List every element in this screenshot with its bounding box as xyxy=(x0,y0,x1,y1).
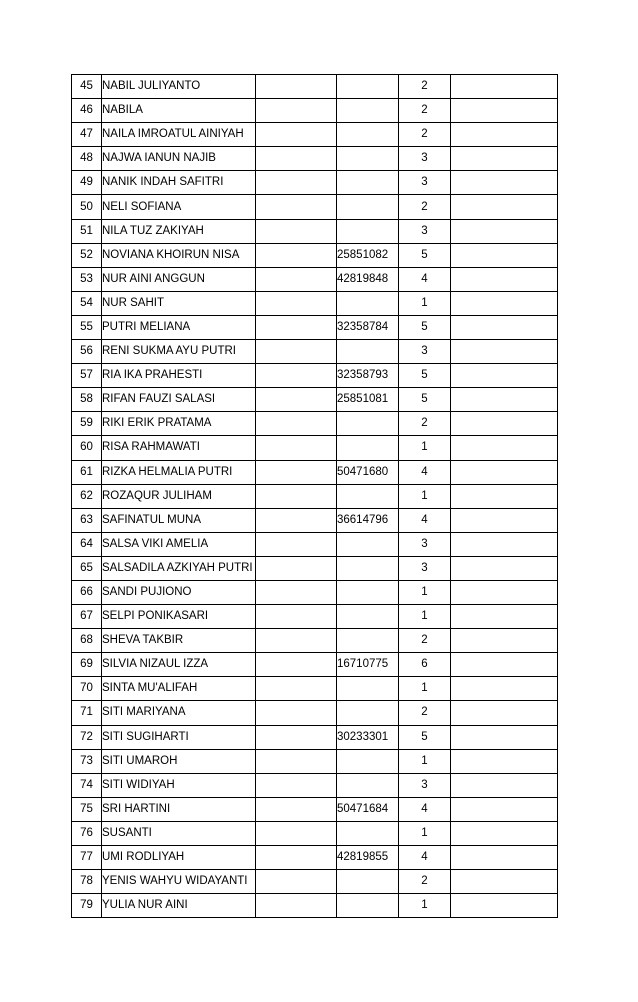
student-name: NILA TUZ ZAKIYAH xyxy=(102,219,256,243)
student-id xyxy=(337,532,399,556)
row-number: 56 xyxy=(72,340,102,364)
blank-cell xyxy=(256,460,337,484)
row-number: 54 xyxy=(72,291,102,315)
student-id: 16710775 xyxy=(337,653,399,677)
student-name: NELI SOFIANA xyxy=(102,195,256,219)
grade-level: 4 xyxy=(399,846,451,870)
blank-cell xyxy=(256,243,337,267)
student-id xyxy=(337,556,399,580)
table-row xyxy=(72,195,558,219)
blank-cell xyxy=(451,243,558,267)
blank-cell xyxy=(256,821,337,845)
row-number: 60 xyxy=(72,436,102,460)
table-row xyxy=(72,629,558,653)
student-id: 30233301 xyxy=(337,725,399,749)
table-row xyxy=(72,556,558,580)
grade-level: 3 xyxy=(399,340,451,364)
table-row xyxy=(72,99,558,123)
grade-level: 5 xyxy=(399,725,451,749)
student-name: NABIL JULIYANTO xyxy=(102,75,256,99)
row-number: 65 xyxy=(72,556,102,580)
student-name: SAFINATUL MUNA xyxy=(102,508,256,532)
table-row xyxy=(72,147,558,171)
student-id: 32358784 xyxy=(337,315,399,339)
grade-level: 5 xyxy=(399,364,451,388)
student-name: RENI SUKMA AYU PUTRI xyxy=(102,340,256,364)
blank-cell xyxy=(256,894,337,918)
student-id xyxy=(337,629,399,653)
blank-cell xyxy=(256,267,337,291)
row-number: 48 xyxy=(72,147,102,171)
table-row xyxy=(72,821,558,845)
student-id xyxy=(337,749,399,773)
grade-level: 5 xyxy=(399,315,451,339)
row-number: 58 xyxy=(72,388,102,412)
blank-cell xyxy=(256,291,337,315)
student-id xyxy=(337,894,399,918)
grade-level: 1 xyxy=(399,580,451,604)
student-name: SRI HARTINI xyxy=(102,797,256,821)
blank-cell xyxy=(256,797,337,821)
row-number: 76 xyxy=(72,821,102,845)
grade-level: 3 xyxy=(399,556,451,580)
row-number: 62 xyxy=(72,484,102,508)
blank-cell xyxy=(451,123,558,147)
row-number: 51 xyxy=(72,219,102,243)
table-row xyxy=(72,701,558,725)
blank-cell xyxy=(451,677,558,701)
table-row xyxy=(72,315,558,339)
row-number: 75 xyxy=(72,797,102,821)
table-row xyxy=(72,243,558,267)
student-id: 42819855 xyxy=(337,846,399,870)
student-id xyxy=(337,436,399,460)
grade-level: 1 xyxy=(399,821,451,845)
blank-cell xyxy=(451,171,558,195)
student-name: YENIS WAHYU WIDAYANTI xyxy=(102,870,256,894)
student-name: RIZKA HELMALIA PUTRI xyxy=(102,460,256,484)
student-id xyxy=(337,99,399,123)
student-id xyxy=(337,171,399,195)
blank-cell xyxy=(256,147,337,171)
grade-level: 4 xyxy=(399,267,451,291)
student-id: 50471680 xyxy=(337,460,399,484)
student-name: ROZAQUR JULIHAM xyxy=(102,484,256,508)
blank-cell xyxy=(451,315,558,339)
blank-cell xyxy=(451,725,558,749)
row-number: 52 xyxy=(72,243,102,267)
student-name: RIKI ERIK PRATAMA xyxy=(102,412,256,436)
blank-cell xyxy=(451,267,558,291)
student-name: RIA IKA PRAHESTI xyxy=(102,364,256,388)
blank-cell xyxy=(256,412,337,436)
row-number: 70 xyxy=(72,677,102,701)
student-id: 25851082 xyxy=(337,243,399,267)
table-row xyxy=(72,725,558,749)
blank-cell xyxy=(256,870,337,894)
student-id xyxy=(337,580,399,604)
blank-cell xyxy=(256,701,337,725)
blank-cell xyxy=(451,412,558,436)
blank-cell xyxy=(451,340,558,364)
student-name: NAILA IMROATUL AINIYAH xyxy=(102,123,256,147)
row-number: 71 xyxy=(72,701,102,725)
blank-cell xyxy=(256,436,337,460)
table-row xyxy=(72,412,558,436)
blank-cell xyxy=(451,195,558,219)
table-row xyxy=(72,436,558,460)
grade-level: 2 xyxy=(399,75,451,99)
grade-level: 6 xyxy=(399,653,451,677)
blank-cell xyxy=(451,291,558,315)
grade-level: 2 xyxy=(399,870,451,894)
grade-level: 2 xyxy=(399,99,451,123)
grade-level: 1 xyxy=(399,484,451,508)
row-number: 47 xyxy=(72,123,102,147)
blank-cell xyxy=(451,532,558,556)
grade-level: 1 xyxy=(399,677,451,701)
blank-cell xyxy=(256,195,337,219)
blank-cell xyxy=(256,364,337,388)
student-id: 36614796 xyxy=(337,508,399,532)
row-number: 63 xyxy=(72,508,102,532)
student-name: NANIK INDAH SAFITRI xyxy=(102,171,256,195)
grade-level: 2 xyxy=(399,195,451,219)
student-name: UMI RODLIYAH xyxy=(102,846,256,870)
student-name: RISA RAHMAWATI xyxy=(102,436,256,460)
table-row xyxy=(72,219,558,243)
blank-cell xyxy=(256,580,337,604)
grade-level: 3 xyxy=(399,532,451,556)
blank-cell xyxy=(256,171,337,195)
student-id xyxy=(337,870,399,894)
row-number: 61 xyxy=(72,460,102,484)
table-row xyxy=(72,364,558,388)
grade-level: 2 xyxy=(399,701,451,725)
blank-cell xyxy=(256,629,337,653)
table-row xyxy=(72,749,558,773)
student-name: SITI SUGIHARTI xyxy=(102,725,256,749)
row-number: 55 xyxy=(72,315,102,339)
blank-cell xyxy=(256,653,337,677)
grade-level: 3 xyxy=(399,219,451,243)
row-number: 78 xyxy=(72,870,102,894)
student-name: SHEVA TAKBIR xyxy=(102,629,256,653)
student-id: 25851081 xyxy=(337,388,399,412)
row-number: 49 xyxy=(72,171,102,195)
row-number: 46 xyxy=(72,99,102,123)
blank-cell xyxy=(256,484,337,508)
student-name: NAJWA IANUN NAJIB xyxy=(102,147,256,171)
blank-cell xyxy=(451,797,558,821)
blank-cell xyxy=(451,508,558,532)
student-name: NUR AINI ANGGUN xyxy=(102,267,256,291)
blank-cell xyxy=(256,532,337,556)
student-id xyxy=(337,677,399,701)
blank-cell xyxy=(451,821,558,845)
blank-cell xyxy=(451,75,558,99)
blank-cell xyxy=(451,870,558,894)
row-number: 77 xyxy=(72,846,102,870)
student-name: SALSA VIKI AMELIA xyxy=(102,532,256,556)
table-row xyxy=(72,340,558,364)
blank-cell xyxy=(451,701,558,725)
student-name: PUTRI MELIANA xyxy=(102,315,256,339)
student-id xyxy=(337,773,399,797)
student-id: 50471684 xyxy=(337,797,399,821)
blank-cell xyxy=(256,75,337,99)
student-name: SELPI PONIKASARI xyxy=(102,605,256,629)
table-row xyxy=(72,532,558,556)
blank-cell xyxy=(451,436,558,460)
student-id xyxy=(337,147,399,171)
grade-level: 3 xyxy=(399,147,451,171)
row-number: 66 xyxy=(72,580,102,604)
blank-cell xyxy=(256,315,337,339)
blank-cell xyxy=(256,508,337,532)
student-id xyxy=(337,75,399,99)
grade-level: 5 xyxy=(399,388,451,412)
grade-level: 2 xyxy=(399,123,451,147)
student-id xyxy=(337,701,399,725)
blank-cell xyxy=(451,629,558,653)
blank-cell xyxy=(256,677,337,701)
blank-cell xyxy=(451,460,558,484)
row-number: 69 xyxy=(72,653,102,677)
grade-level: 2 xyxy=(399,412,451,436)
student-name: SALSADILA AZKIYAH PUTRI xyxy=(102,556,256,580)
table-row xyxy=(72,171,558,195)
student-id xyxy=(337,412,399,436)
blank-cell xyxy=(451,364,558,388)
blank-cell xyxy=(451,894,558,918)
blank-cell xyxy=(451,653,558,677)
grade-level: 2 xyxy=(399,629,451,653)
grade-level: 4 xyxy=(399,508,451,532)
grade-level: 1 xyxy=(399,894,451,918)
student-name: NOVIANA KHOIRUN NISA xyxy=(102,243,256,267)
student-name: SINTA MU'ALIFAH xyxy=(102,677,256,701)
blank-cell xyxy=(451,556,558,580)
blank-cell xyxy=(256,556,337,580)
student-id xyxy=(337,605,399,629)
student-id xyxy=(337,195,399,219)
grade-level: 1 xyxy=(399,291,451,315)
grade-level: 1 xyxy=(399,605,451,629)
table-row xyxy=(72,677,558,701)
row-number: 68 xyxy=(72,629,102,653)
student-id xyxy=(337,821,399,845)
blank-cell xyxy=(451,147,558,171)
grade-level: 4 xyxy=(399,797,451,821)
blank-cell xyxy=(451,580,558,604)
blank-cell xyxy=(451,99,558,123)
table-row xyxy=(72,460,558,484)
table-row xyxy=(72,484,558,508)
student-name: SUSANTI xyxy=(102,821,256,845)
grade-level: 1 xyxy=(399,749,451,773)
table-row xyxy=(72,267,558,291)
grade-level: 5 xyxy=(399,243,451,267)
table-row xyxy=(72,894,558,918)
table-row xyxy=(72,291,558,315)
grade-level: 3 xyxy=(399,171,451,195)
table-row xyxy=(72,870,558,894)
grade-level: 4 xyxy=(399,460,451,484)
student-name: RIFAN FAUZI SALASI xyxy=(102,388,256,412)
blank-cell xyxy=(256,749,337,773)
blank-cell xyxy=(256,773,337,797)
blank-cell xyxy=(451,388,558,412)
table-row xyxy=(72,75,558,99)
table-row xyxy=(72,580,558,604)
row-number: 79 xyxy=(72,894,102,918)
student-name: SITI UMAROH xyxy=(102,749,256,773)
row-number: 72 xyxy=(72,725,102,749)
table-row xyxy=(72,846,558,870)
student-id xyxy=(337,484,399,508)
row-number: 74 xyxy=(72,773,102,797)
blank-cell xyxy=(451,773,558,797)
blank-cell xyxy=(256,846,337,870)
blank-cell xyxy=(256,725,337,749)
student-name: SILVIA NIZAUL IZZA xyxy=(102,653,256,677)
blank-cell xyxy=(256,340,337,364)
student-name: NUR SAHIT xyxy=(102,291,256,315)
student-id xyxy=(337,219,399,243)
blank-cell xyxy=(451,484,558,508)
table-row xyxy=(72,605,558,629)
grade-level: 3 xyxy=(399,773,451,797)
blank-cell xyxy=(256,99,337,123)
table-row xyxy=(72,388,558,412)
roster-body xyxy=(72,75,558,918)
blank-cell xyxy=(451,605,558,629)
blank-cell xyxy=(451,749,558,773)
student-id xyxy=(337,123,399,147)
table-row xyxy=(72,508,558,532)
row-number: 53 xyxy=(72,267,102,291)
table-row xyxy=(72,773,558,797)
student-name: NABILA xyxy=(102,99,256,123)
table-row xyxy=(72,653,558,677)
blank-cell xyxy=(451,846,558,870)
student-id: 42819848 xyxy=(337,267,399,291)
blank-cell xyxy=(256,605,337,629)
student-name: SITI WIDIYAH xyxy=(102,773,256,797)
student-id xyxy=(337,291,399,315)
student-name: SANDI PUJIONO xyxy=(102,580,256,604)
row-number: 64 xyxy=(72,532,102,556)
blank-cell xyxy=(256,123,337,147)
table-row xyxy=(72,797,558,821)
student-name: YULIA NUR AINI xyxy=(102,894,256,918)
student-id: 32358793 xyxy=(337,364,399,388)
blank-cell xyxy=(451,219,558,243)
table-row xyxy=(72,123,558,147)
row-number: 73 xyxy=(72,749,102,773)
row-number: 67 xyxy=(72,605,102,629)
row-number: 59 xyxy=(72,412,102,436)
blank-cell xyxy=(256,219,337,243)
row-number: 50 xyxy=(72,195,102,219)
row-number: 45 xyxy=(72,75,102,99)
student-id xyxy=(337,340,399,364)
row-number: 57 xyxy=(72,364,102,388)
blank-cell xyxy=(256,388,337,412)
student-name: SITI MARIYANA xyxy=(102,701,256,725)
student-roster-table xyxy=(71,74,558,918)
grade-level: 1 xyxy=(399,436,451,460)
